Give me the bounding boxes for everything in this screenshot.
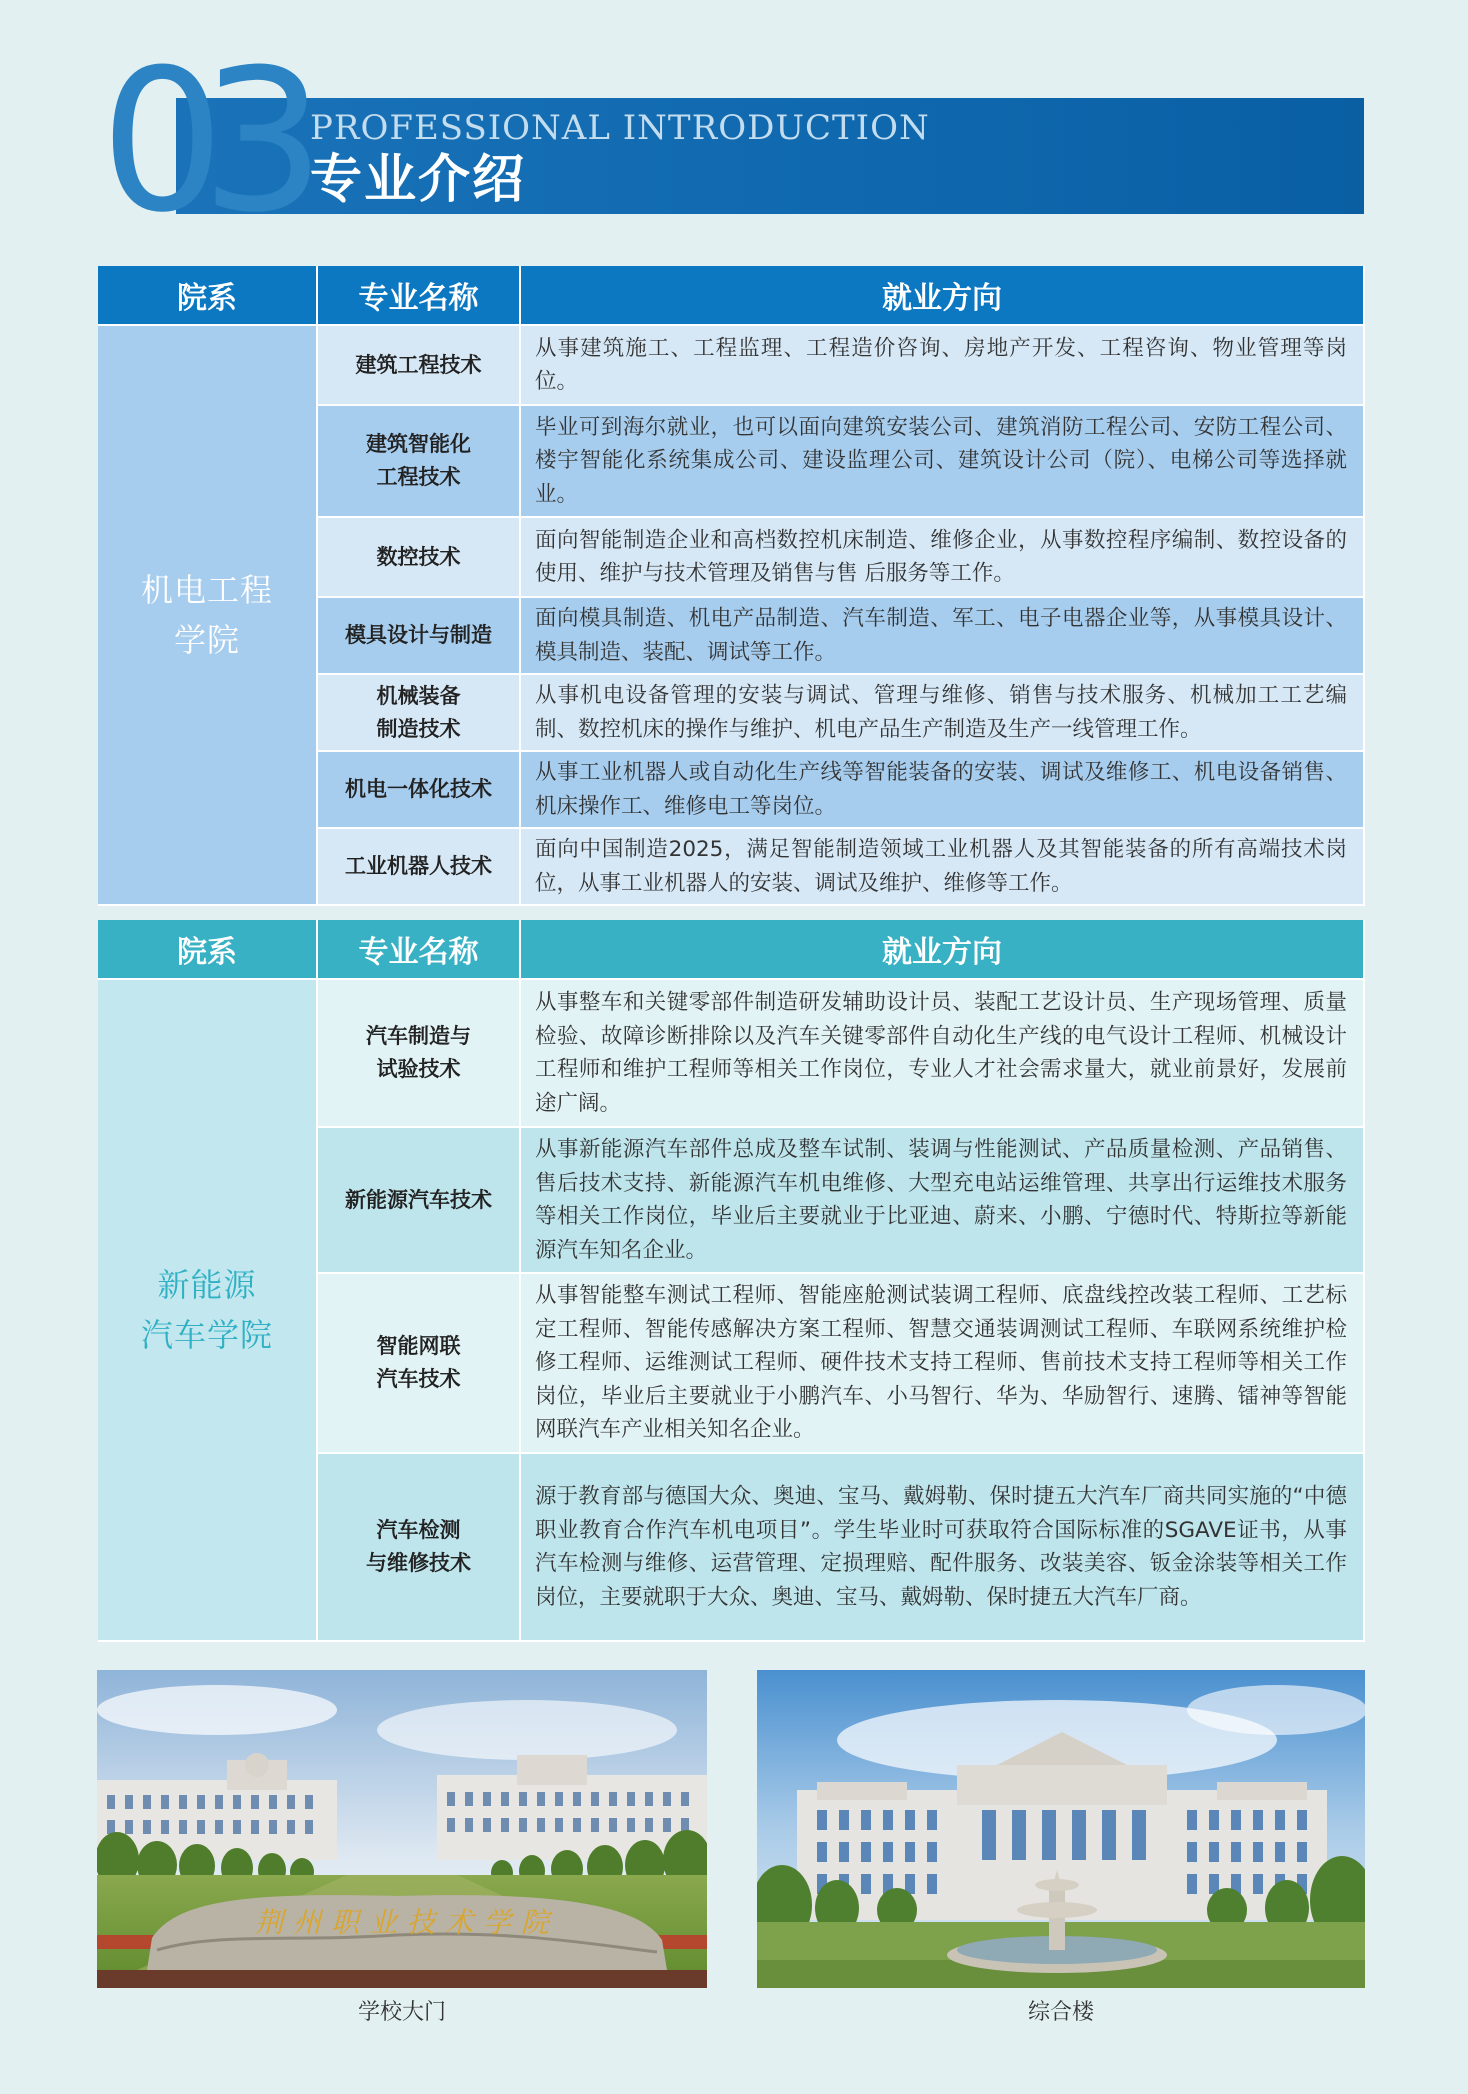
major-name-line: 与维修技术	[366, 1551, 471, 1575]
table-row	[98, 326, 1365, 406]
major-direction: 毕业可到海尔就业，也可以面向建筑安装公司、建筑消防工程公司、安防工程公司、楼宇智能化系统集成公司、建设监理公司、建筑设计公司（院）、电梯公司等选择就业。	[521, 406, 1365, 518]
majors-table-new-energy	[98, 920, 1365, 1642]
major-name	[318, 1128, 521, 1274]
stone-inscription: 荆州职业技术学院	[254, 1906, 560, 1939]
major-name-line: 模具设计与制造	[345, 623, 492, 647]
section-title-cn: 专业介绍	[310, 150, 527, 210]
major-name-line: 新能源汽车技术	[345, 1187, 492, 1212]
major-name-line: 数控技术	[376, 544, 461, 569]
table-header-row	[98, 920, 1365, 980]
major-name-line: 工程技术	[376, 465, 461, 489]
major-name	[318, 1454, 521, 1642]
table-row	[98, 980, 1365, 1128]
major-name-line: 汽车技术	[376, 1367, 461, 1391]
header-direction: 就业方向	[521, 266, 1365, 326]
major-direction: 从事整车和关键零部件制造研发辅助设计员、装配工艺设计员、生产现场管理、质量检验、故障诊断排除以及汽车关键零部件自动化生产线的电气设计工程师、机械设计工程师和维护工程师等相关工作岗位，专业人才社会需求量大，就业前景好，发展前途广阔。	[521, 980, 1365, 1128]
major-name	[318, 406, 521, 518]
table-header-row	[98, 266, 1365, 326]
major-direction: 从事新能源汽车部件总成及整车试制、装调与性能测试、产品质量检测、产品销售、售后技术支持、新能源汽车机电维修、大型充电站运维管理、共享出行运维技术服务等相关工作岗位，毕业后主要就业于比亚迪、蔚来、小鹏、宁德时代、特斯拉等新能源汽车知名企业。	[521, 1128, 1365, 1274]
major-name-line: 制造技术	[376, 716, 461, 741]
major-direction: 源于教育部与德国大众、奥迪、宝马、戴姆勒、保时捷五大汽车厂商共同实施的“中德职业教育合作汽车机电项目”。学生毕业时可获取符合国际标准的SGAVE证书，从事汽车检测与维修、运营管理、定损理赔、配件服务、改装美容、钣金涂装等相关工作岗位，主要就职于大众、奥迪、宝马、戴姆勒、保时捷五大汽车厂商。	[521, 1454, 1365, 1642]
dept-name-line: 机电工程	[140, 571, 273, 609]
section-number-text: 03	[100, 28, 302, 256]
majors-table-mechatronics	[98, 266, 1365, 906]
major-name-line: 机械装备	[376, 683, 461, 708]
major-name	[318, 518, 521, 598]
major-name-line: 工业机器人技术	[345, 854, 492, 878]
section-title-en: PROFESSIONAL INTRODUCTION	[310, 108, 930, 148]
major-name	[318, 598, 521, 675]
major-name	[318, 829, 521, 906]
section-number	[100, 28, 302, 256]
photo-caption-left: 学校大门	[357, 2000, 446, 2025]
major-direction: 从事建筑施工、工程监理、工程造价咨询、房地产开发、工程咨询、物业管理等岗位。	[521, 326, 1365, 406]
major-direction: 面向智能制造企业和高档数控机床制造、维修企业，从事数控程序编制、数控设备的使用、维护与技术管理及销售与售 后服务等工作。	[521, 518, 1365, 598]
major-name	[318, 326, 521, 406]
dept-name-line: 新能源	[157, 1266, 257, 1304]
dept-cell	[98, 326, 318, 906]
photo-school-gate	[97, 1670, 707, 1988]
major-name	[318, 1274, 521, 1454]
major-direction: 从事机电设备管理的安装与调试、管理与维修、销售与技术服务、机械加工工艺编制、数控机床的操作与维护、机电产品生产制造及生产一线管理工作。	[521, 675, 1365, 752]
major-name-line: 试验技术	[376, 1057, 461, 1081]
header-dept: 院系	[98, 920, 318, 980]
major-name	[318, 752, 521, 829]
photo-complex-building	[757, 1670, 1365, 1988]
major-direction: 从事智能整车测试工程师、智能座舱测试装调工程师、底盘线控改装工程师、工艺标定工程师、智能传感解决方案工程师、智慧交通装调测试工程师、车联网系统维护检修工程师、运维测试工程师、硬件技术支持工程师、售前技术支持工程师等相关工作岗位，毕业后主要就业于小鹏汽车、小马智行、华为、华励智行、速腾、镭神等智能网联汽车产业相关知名企业。	[521, 1274, 1365, 1454]
dept-name-line: 学院	[173, 621, 240, 659]
major-direction: 面向模具制造、机电产品制造、汽车制造、军工、电子电器企业等，从事模具设计、模具制造、装配、调试等工作。	[521, 598, 1365, 675]
header-major: 专业名称	[318, 920, 521, 980]
major-name	[318, 980, 521, 1128]
major-direction: 面向中国制造2025，满足智能制造领域工业机器人及其智能装备的所有高端技术岗位，从事工业机器人的安装、调试及维护、维修等工作。	[521, 829, 1365, 906]
header-dept: 院系	[98, 266, 318, 326]
header-major: 专业名称	[318, 266, 521, 326]
major-name	[318, 675, 521, 752]
major-direction: 从事工业机器人或自动化生产线等智能装备的安装、调试及维修工、机电设备销售、机床操作工、维修电工等岗位。	[521, 752, 1365, 829]
major-name-line: 建筑工程技术	[355, 352, 482, 377]
photo-caption-right: 综合楼	[1027, 2000, 1094, 2025]
major-name-line: 机电一体化技术	[345, 777, 492, 801]
major-name-line: 智能网联	[376, 1334, 461, 1358]
major-name-line: 汽车检测	[376, 1518, 461, 1542]
major-name-line: 汽车制造与	[366, 1024, 471, 1048]
dept-cell	[98, 980, 318, 1642]
major-name-line: 建筑智能化	[366, 432, 471, 456]
dept-name-line: 汽车学院	[140, 1316, 273, 1354]
header-direction: 就业方向	[521, 920, 1365, 980]
